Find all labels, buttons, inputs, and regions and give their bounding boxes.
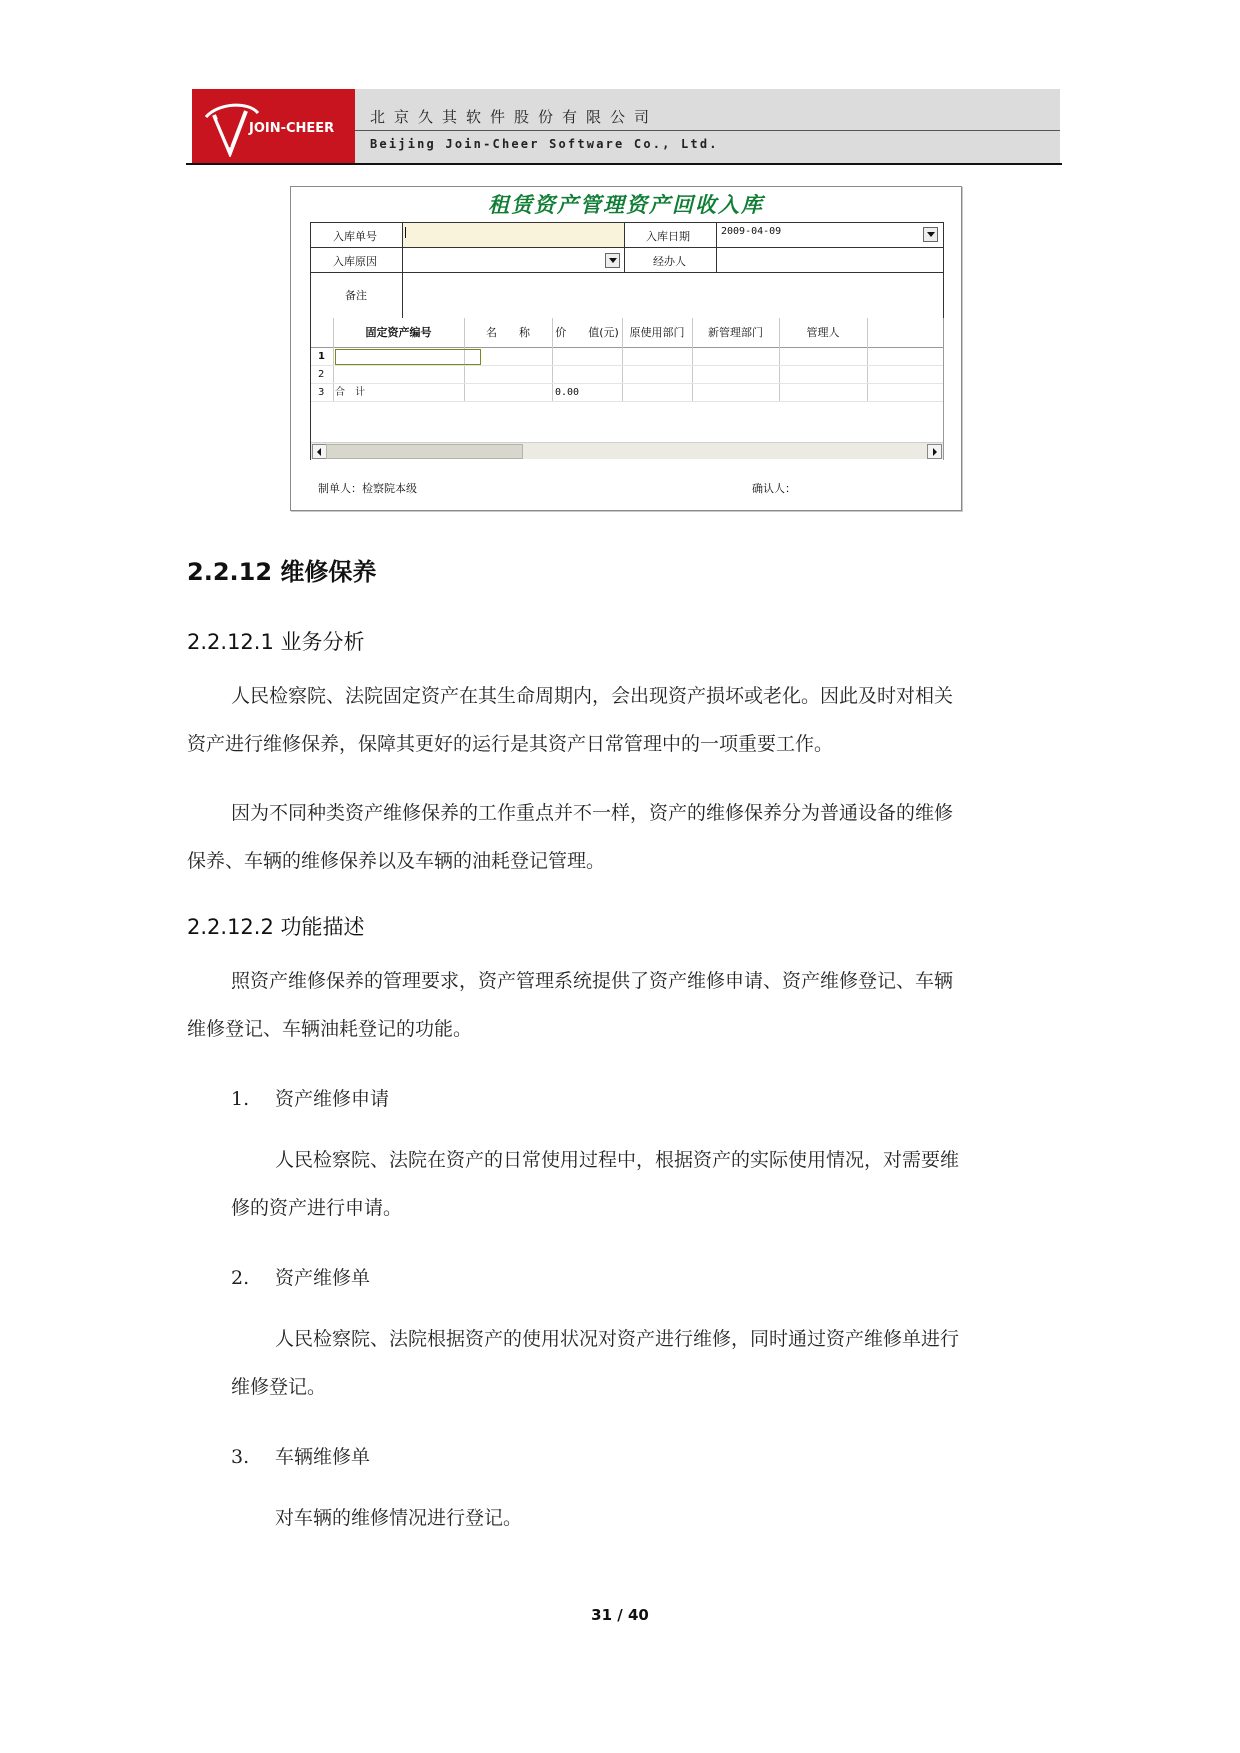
list-item bbox=[231, 1084, 389, 1111]
page-header bbox=[192, 89, 1060, 165]
total-value: 0.00 bbox=[555, 387, 580, 398]
paragraph-line: 人民检察院、法院根据资产的使用状况对资产进行维修，同时通过资产维修单进行 bbox=[275, 1328, 960, 1350]
maker-label: 制单人： bbox=[318, 482, 362, 495]
text-caret bbox=[405, 227, 406, 238]
confirm-label: 确认人： bbox=[752, 482, 796, 495]
reason-label: 入库原因 bbox=[333, 255, 377, 268]
scroll-right-icon[interactable] bbox=[927, 444, 942, 459]
col-new-dept[interactable]: 新管理部门 bbox=[708, 326, 763, 339]
receipt-no-label: 入库单号 bbox=[333, 230, 377, 243]
list-item bbox=[231, 1442, 370, 1469]
form-divider bbox=[311, 247, 943, 248]
grid-header bbox=[311, 318, 943, 348]
paragraph-line: 维修登记、车辆油耗登记的功能。 bbox=[187, 1018, 473, 1040]
row-number: 2 bbox=[318, 369, 325, 380]
list-title: 车辆维修单 bbox=[275, 1446, 371, 1468]
list-number: 1. bbox=[231, 1088, 250, 1110]
subsection-heading: 2.2.12.2 功能描述 bbox=[187, 915, 365, 939]
section-heading: 2.2.12 维修保养 bbox=[187, 558, 377, 586]
paragraph-line: 照资产维修保养的管理要求，资产管理系统提供了资产维修申请、资产维修登记、车辆 bbox=[231, 970, 954, 992]
asset-return-window bbox=[290, 186, 962, 511]
paragraph-line: 修的资产进行申请。 bbox=[231, 1197, 403, 1219]
col-old-dept[interactable]: 原使用部门 bbox=[629, 326, 685, 339]
subsection-heading: 2.2.12.1 业务分析 bbox=[187, 630, 365, 654]
paragraph-line: 人民检察院、法院在资产的日常使用过程中，根据资产的实际使用情况，对需要维 bbox=[275, 1149, 960, 1171]
table-row[interactable] bbox=[311, 366, 943, 384]
selected-cell[interactable] bbox=[335, 349, 481, 365]
list-title: 资产维修单 bbox=[275, 1267, 371, 1289]
company-logo bbox=[192, 89, 355, 163]
maker-value: 检察院本级 bbox=[362, 482, 417, 495]
paragraph-line: 人民检察院、法院固定资产在其生命周期内，会出现资产损坏或老化。因此及时对相关 bbox=[231, 685, 954, 707]
asset-grid bbox=[310, 318, 944, 460]
horizontal-scrollbar[interactable] bbox=[311, 442, 943, 459]
date-dropdown-button[interactable] bbox=[923, 227, 938, 242]
table-row[interactable] bbox=[311, 384, 943, 402]
list-number: 3. bbox=[231, 1446, 250, 1468]
paragraph-line: 维修登记。 bbox=[231, 1376, 327, 1398]
date-label: 入库日期 bbox=[646, 230, 690, 243]
paragraph-line: 对车辆的维修情况进行登记。 bbox=[275, 1507, 523, 1529]
col-value[interactable]: 价 值(元) bbox=[555, 326, 619, 339]
row-number: 3 bbox=[318, 387, 325, 398]
list-title: 资产维修申请 bbox=[275, 1088, 390, 1110]
header-divider bbox=[355, 130, 1060, 131]
form-divider bbox=[624, 223, 625, 272]
form-divider bbox=[311, 272, 943, 273]
paragraph-line: 因为不同种类资产维修保养的工作重点并不一样，资产的维修保养分为普通设备的维修 bbox=[231, 802, 954, 824]
maker-info bbox=[318, 480, 417, 496]
col-manager[interactable]: 管理人 bbox=[806, 326, 840, 339]
scroll-left-icon[interactable] bbox=[312, 444, 327, 459]
col-name[interactable]: 名 称 bbox=[486, 326, 530, 339]
table-row[interactable] bbox=[311, 348, 943, 366]
row-number: 1 bbox=[318, 351, 325, 362]
scroll-thumb[interactable] bbox=[326, 444, 523, 459]
entry-form bbox=[310, 222, 944, 320]
window-title: 租赁资产管理资产回收入库 bbox=[488, 192, 764, 217]
confirm-info bbox=[752, 480, 796, 496]
handler-label: 经办人 bbox=[653, 255, 686, 268]
remark-label: 备注 bbox=[345, 289, 367, 302]
total-label: 合 计 bbox=[335, 387, 365, 398]
receipt-no-input[interactable] bbox=[403, 223, 624, 247]
reason-dropdown-button[interactable] bbox=[605, 253, 620, 268]
col-asset-no[interactable]: 固定资产编号 bbox=[365, 326, 432, 339]
list-number: 2. bbox=[231, 1267, 250, 1289]
header-rule bbox=[186, 163, 1062, 165]
page-number: 31 / 40 bbox=[591, 1606, 649, 1624]
date-input[interactable]: 2009-04-09 bbox=[721, 226, 782, 237]
company-name-cn: 北京久其软件股份有限公司 bbox=[370, 108, 659, 126]
list-item bbox=[231, 1263, 370, 1290]
form-divider bbox=[716, 223, 717, 272]
logo-text: JOIN-CHEER bbox=[249, 121, 335, 136]
paragraph-line: 资产进行维修保养，保障其更好的运行是其资产日常管理中的一项重要工作。 bbox=[187, 733, 834, 755]
company-name-en: Beijing Join-Cheer Software Co., Ltd. bbox=[370, 137, 719, 151]
paragraph-line: 保养、车辆的维修保养以及车辆的油耗登记管理。 bbox=[187, 850, 606, 872]
